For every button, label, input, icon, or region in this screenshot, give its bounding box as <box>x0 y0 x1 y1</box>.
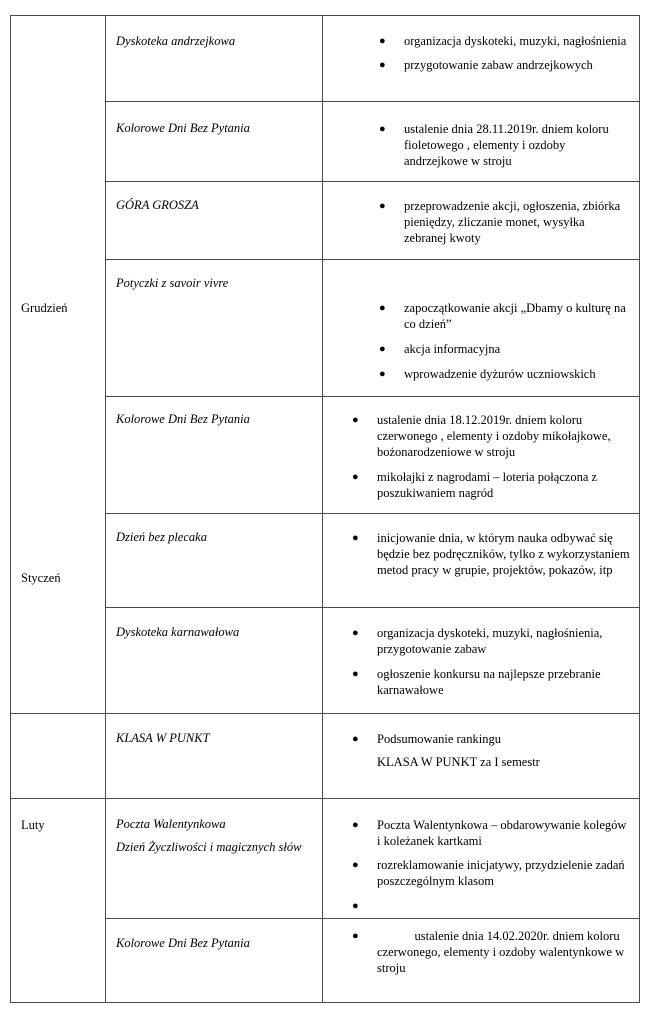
task-text: akcja informacyjna <box>404 342 501 356</box>
task-text: organizacja dyskoteki, muzyki, nagłośnienia <box>404 34 627 48</box>
row-divider <box>105 181 640 182</box>
table-border-right <box>639 15 640 1003</box>
task-text: Poczta Walentynkowa – obdarowywanie kolegów i koleżanek kartkami <box>377 818 627 848</box>
column-divider-month <box>105 15 106 1003</box>
task-list <box>352 817 632 914</box>
month-label: Luty <box>21 818 45 832</box>
task-text: organizacja dyskoteki, muzyki, nagłośnienia, przygotowanie zabaw <box>377 626 603 656</box>
task-item <box>352 928 632 976</box>
task-text: inicjowanie dnia, w którym nauka odbywać się będzie bez podręczników, tylko z wykorzystaniem metod pracy w grupie, projektów, pokazów, itp <box>377 531 630 577</box>
bullet-icon: ● <box>379 59 386 71</box>
bullet-icon: ● <box>352 668 359 680</box>
task-text: rozreklamowanie inicjatywy, przydzielenie zadań poszczególnym klasom <box>377 858 625 888</box>
bullet-icon: ● <box>379 302 386 314</box>
bullet-icon: ● <box>352 471 359 483</box>
row-divider <box>105 513 640 514</box>
event-name: Poczta Walentynkowa <box>116 817 226 831</box>
task-item <box>352 625 632 657</box>
task-list <box>352 928 632 976</box>
task-item <box>352 817 632 849</box>
bullet-icon: ● <box>352 414 359 426</box>
bullet-icon: ● <box>352 733 359 745</box>
event-name: GÓRA GROSZA <box>116 198 199 212</box>
task-item <box>379 33 629 49</box>
bullet-icon: ● <box>379 123 386 135</box>
row-divider <box>105 607 640 608</box>
task-list <box>352 625 632 698</box>
bullet-icon: ● <box>352 627 359 639</box>
task-item <box>352 731 632 747</box>
task-list <box>379 300 629 382</box>
task-text: ustalenie dnia 14.02.2020r. dniem koloru czerwonego, elementy i ozdoby walentynkowe w stroju <box>377 929 628 975</box>
column-divider-event <box>322 15 323 1003</box>
table-border-bottom <box>10 1002 640 1003</box>
event-name: Dyskoteka andrzejkowa <box>116 34 236 48</box>
task-text: przeprowadzenie akcji, ogłoszenia, zbiórka pieniędzy, zliczanie monet, wysyłka zebranej kwoty <box>404 199 621 245</box>
task-item <box>352 412 632 460</box>
task-text: ustalenie dnia 28.11.2019r. dniem koloru fioletowego , elementy i ozdoby andrzejkowe w stroju <box>404 122 609 168</box>
bullet-icon: ● <box>379 368 386 380</box>
task-item <box>379 198 629 246</box>
bullet-icon: ● <box>379 35 386 47</box>
event-name: Dyskoteka karnawałowa <box>116 625 240 639</box>
bullet-icon: ● <box>352 900 359 912</box>
row-divider <box>10 713 640 714</box>
task-text: przygotowanie zabaw andrzejkowych <box>404 58 593 72</box>
table-border-top <box>10 15 640 16</box>
month-label: Styczeń <box>21 571 61 585</box>
task-text: zapoczątkowanie akcji „Dbamy o kulturę na co dzień” <box>404 301 626 331</box>
task-item <box>379 121 629 169</box>
event-name: Kolorowe Dni Bez Pytania <box>116 121 250 135</box>
task-list <box>352 412 632 501</box>
bullet-icon: ● <box>379 200 386 212</box>
month-label: Grudzień <box>21 301 68 315</box>
row-divider <box>10 798 640 799</box>
task-text: ogłoszenie konkursu na najlepsze przebranie karnawałowe <box>377 667 601 697</box>
bullet-icon: ● <box>352 532 359 544</box>
task-item <box>379 57 629 73</box>
event-name: Kolorowe Dni Bez Pytania <box>116 412 250 426</box>
task-item <box>379 366 629 382</box>
task-list <box>352 530 632 578</box>
row-divider <box>105 101 640 102</box>
row-divider <box>105 259 640 260</box>
task-text: ustalenie dnia 18.12.2019r. dniem koloru czerwonego , elementy i ozdoby mikołajkowe, bożonarodzeniowe w stroju <box>377 413 611 459</box>
task-list <box>379 121 629 169</box>
task-text: KLASA W PUNKT za I semestr <box>377 755 540 769</box>
event-name: KLASA W PUNKT <box>116 731 210 745</box>
bullet-icon: ● <box>352 930 359 942</box>
row-divider <box>105 918 640 919</box>
bullet-icon: ● <box>352 819 359 831</box>
bullet-icon: ● <box>352 859 359 871</box>
row-divider <box>105 396 640 397</box>
event-name: Kolorowe Dni Bez Pytania <box>116 936 250 950</box>
event-name: Dzień bez plecaka <box>116 530 207 544</box>
task-text: mikołajki z nagrodami – loteria połączona z poszukiwaniem nagród <box>377 470 598 500</box>
bullet-icon: ● <box>379 343 386 355</box>
task-item <box>352 469 632 501</box>
task-list <box>352 731 632 747</box>
task-text: wprowadzenie dyżurów uczniowskich <box>404 367 596 381</box>
table-border-left <box>10 15 11 1003</box>
task-item <box>379 300 629 332</box>
task-item <box>352 898 632 914</box>
task-item <box>352 530 632 578</box>
task-text: Podsumowanie rankingu <box>377 732 501 746</box>
task-list <box>379 33 629 73</box>
event-name: Potyczki z savoir vivre <box>116 276 229 290</box>
task-list <box>379 198 629 246</box>
task-item <box>352 666 632 698</box>
task-item <box>352 857 632 889</box>
task-item <box>379 341 629 357</box>
event-name: Dzień Życzliwości i magicznych słów <box>116 840 302 854</box>
